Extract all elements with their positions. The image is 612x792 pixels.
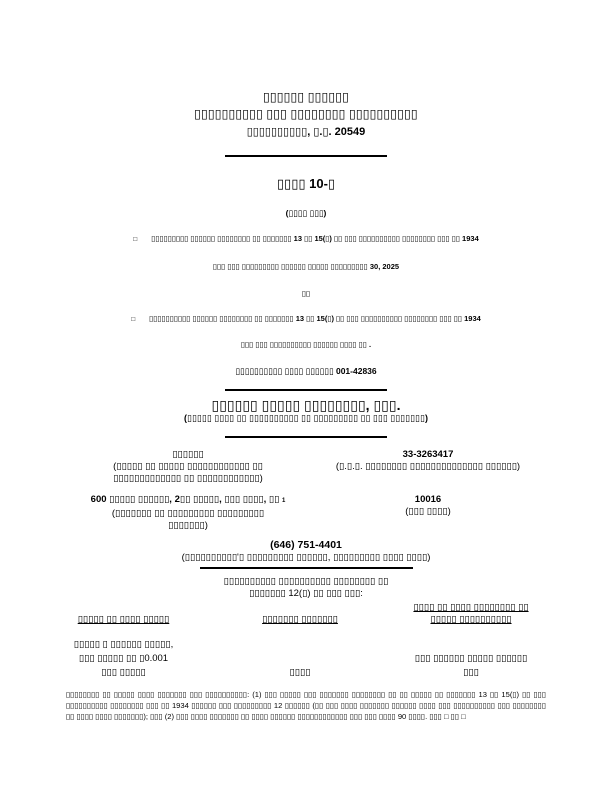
exchange-name-header: ▯▯▯▯ ▯▯ ▯▯▯▯ ▯▯▯▯▯▯▯▯ ▯▯ ▯▯▯▯▯ ▯▯▯▯▯▯▯▯▯▯ — [413, 602, 529, 625]
quarterly-period-line: ▯▯▯ ▯▯▯ ▯▯▯▯▯▯▯▯▯ ▯▯▯▯▯▯ ▯▯▯▯▯ ▯▯▯▯▯▯▯▯▯ 30, 2025 — [212, 262, 400, 271]
telephone-caption: (▯▯▯▯▯▯▯▯▯▯'▯ ▯▯▯▯▯▯▯▯▯ ▯▯▯▯▯▯, ▯▯▯▯▯▯▯▯▯ ▯▯▯▯ ▯▯▯▯) — [181, 552, 431, 563]
address-caption-line2: ▯▯▯▯▯▯▯) — [168, 520, 208, 531]
state-caption-line2: ▯▯▯▯▯▯▯▯▯▯▯▯▯ ▯▯ ▯▯▯▯▯▯▯▯▯▯▯▯) — [113, 473, 263, 484]
address-row — [66, 494, 546, 531]
exchange-name-value: ▯▯▯ ▯▯▯▯▯▯ ▯▯▯▯▯ ▯▯▯▯▯▯ ▯▯▯ — [414, 653, 528, 678]
securities-heading-line2: ▯▯▯▯▯▯▯ 12(▯) ▯▯ ▯▯▯ ▯▯▯: — [249, 588, 363, 599]
horizontal-rule — [200, 567, 413, 569]
state-of-incorporation: ▯▯▯▯▯▯ — [172, 449, 204, 460]
check-mark-disclosure-paragraph: ▯▯▯▯▯▯▯▯ ▯▯ ▯▯▯▯▯ ▯▯▯▯ ▯▯▯▯▯▯▯ ▯▯▯ ▯▯▯▯▯▯▯▯▯▯: (1) ▯▯▯ ▯▯▯▯▯ ▯▯▯ ▯▯▯▯▯▯▯ ▯▯▯▯▯▯▯▯ ▯▯ ▯▯ ▯▯▯▯▯ ▯▯ ▯▯▯▯▯▯▯ 13 ▯▯ 15(▯) ▯▯ ▯▯▯ ▯▯▯▯▯▯▯▯▯▯ ▯▯▯▯▯▯▯▯ ▯▯▯ ▯▯ 1934 ▯▯▯▯▯▯ ▯▯▯ ▯▯▯▯▯▯▯▯▯ 12 ▯▯▯▯▯▯ (▯▯ ▯▯▯ ▯▯▯▯ ▯▯▯▯▯▯▯ ▯▯▯▯▯▯ ▯▯▯▯ ▯▯▯ ▯▯▯▯▯▯▯▯▯▯ ▯▯▯ ▯▯▯▯▯▯▯▯ ▯▯ ▯▯▯▯ ▯▯▯▯ ▯▯▯▯▯▯▯); ▯▯▯ (2) ▯▯▯ ▯▯▯▯ ▯▯▯▯▯▯▯ ▯▯ ▯▯▯▯ ▯▯▯▯▯▯ ▯▯▯▯▯▯▯▯▯▯▯▯ ▯▯▯ ▯▯▯ ▯▯▯▯ 90 ▯▯▯▯. ▯▯▯ □ ▯▯ □ — [66, 690, 547, 722]
registrant-name-caption: (▯▯▯▯▯ ▯▯▯▯ ▯▯ ▯▯▯▯▯▯▯▯▯▯ ▯▯ ▯▯▯▯▯▯▯▯▯ ▯▯ ▯▯▯ ▯▯▯▯▯▯▯) — [184, 413, 428, 423]
irs-number-cell — [310, 449, 546, 484]
commission-file-number: ▯▯▯▯▯▯▯▯▯▯ ▯▯▯▯ ▯▯▯▯▯▯ 001-42836 — [235, 366, 377, 376]
securities-table — [66, 602, 546, 680]
irs-employer-id-number: 33-3263417 — [402, 449, 454, 460]
address-cell — [66, 494, 310, 531]
securities-table-header-row — [66, 602, 546, 626]
address-caption-line1: (▯▯▯▯▯▯▯ ▯▯ ▯▯▯▯▯▯▯▯▯ ▯▯▯▯▯▯▯▯▯ — [111, 508, 265, 519]
horizontal-rule — [225, 436, 387, 438]
securities-registered-heading — [66, 576, 546, 600]
state-caption-line1: (▯▯▯▯▯ ▯▯ ▯▯▯▯▯ ▯▯▯▯▯▯▯▯▯▯▯▯ ▯▯ — [113, 461, 263, 472]
zip-code: 10016 — [414, 494, 442, 505]
trading-symbol-value: ▯▯▯▯ — [289, 667, 311, 678]
horizontal-rule — [225, 155, 387, 157]
agency-name-line1: ▯▯▯▯▯▯ ▯▯▯▯▯▯ — [262, 90, 350, 104]
mark-one-label: (▯▯▯▯ ▯▯▯) — [285, 208, 327, 218]
transition-period-line: ▯▯▯ ▯▯▯ ▯▯▯▯▯▯▯▯▯▯ ▯▯▯▯▯▯ ▯▯▯▯ ▯▯ . — [240, 340, 372, 349]
address-footnote-marker: 1 — [281, 498, 286, 504]
agency-name-line2: ▯▯▯▯▯▯▯▯▯▯ ▯▯▯ ▯▯▯▯▯▯▯▯ ▯▯▯▯▯▯▯▯▯▯ — [194, 107, 418, 121]
street-address: 600 ▯▯▯▯▯ ▯▯▯▯▯▯, 2▯▯ ▯▯▯▯▯, ▯▯▯ ▯▯▯▯, ▯▯ 1 — [90, 494, 286, 505]
quarterly-report-text: ▯▯▯▯▯▯▯▯▯ ▯▯▯▯▯▯ ▯▯▯▯▯▯▯▯ ▯▯ ▯▯▯▯▯▯▯ 13 ▯▯ 15(▯) ▯▯ ▯▯▯ ▯▯▯▯▯▯▯▯▯▯ ▯▯▯▯▯▯▯▯ ▯▯▯ ▯▯ 1934 — [151, 234, 479, 243]
zip-cell — [310, 494, 546, 531]
transition-report-option — [66, 314, 546, 324]
telephone-number: (646) 751-4401 — [270, 539, 342, 551]
irs-number-caption: (▯.▯.▯. ▯▯▯▯▯▯▯▯ ▯▯▯▯▯▯▯▯▯▯▯▯▯▯ ▯▯▯▯▯▯) — [335, 461, 521, 472]
trading-symbol-header: ▯▯▯▯▯▯▯ ▯▯▯▯▯▯▯ — [262, 614, 338, 625]
checkbox-icon: □ — [131, 315, 136, 323]
securities-heading-line1: ▯▯▯▯▯▯▯▯▯▯ ▯▯▯▯▯▯▯▯▯▯ ▯▯▯▯▯▯▯▯ ▯▯ — [223, 576, 389, 587]
title-of-class-header: ▯▯▯▯▯ ▯▯ ▯▯▯▯ ▯▯▯▯▯ — [77, 614, 170, 625]
or-label: ▯▯ — [301, 289, 311, 298]
securities-table-data-row — [66, 638, 546, 680]
registrant-name: ▯▯▯▯▯▯ ▯▯▯▯▯ ▯▯▯▯▯▯▯▯, ▯▯▯. — [211, 397, 401, 413]
transition-report-text: ▯▯▯▯▯▯▯▯▯▯ ▯▯▯▯▯▯ ▯▯▯▯▯▯▯▯ ▯▯ ▯▯▯▯▯▯▯ 13 ▯▯ 15(▯) ▯▯ ▯▯▯ ▯▯▯▯▯▯▯▯▯▯ ▯▯▯▯▯▯▯▯ ▯▯▯ ▯▯ 1934 — [149, 314, 481, 323]
horizontal-rule — [225, 389, 387, 391]
form-title: ▯▯▯▯ 10-▯ — [276, 176, 336, 191]
title-of-class-value: ▯▯▯▯▯ ▯ ▯▯▯▯▯▯ ▯▯▯▯▯, ▯▯▯ ▯▯▯▯▯ ▯▯ ▯0.001 ▯▯▯ ▯▯▯▯▯ — [73, 639, 174, 678]
checkbox-icon: □ — [133, 235, 138, 243]
zip-code-caption: (▯▯▯ ▯▯▯▯) — [405, 506, 451, 517]
incorporation-row — [66, 449, 546, 484]
quarterly-report-option — [66, 234, 546, 244]
state-of-incorporation-cell — [66, 449, 310, 484]
agency-address-line: ▯▯▯▯▯▯▯▯▯▯, ▯.▯. 20549 — [246, 126, 366, 138]
